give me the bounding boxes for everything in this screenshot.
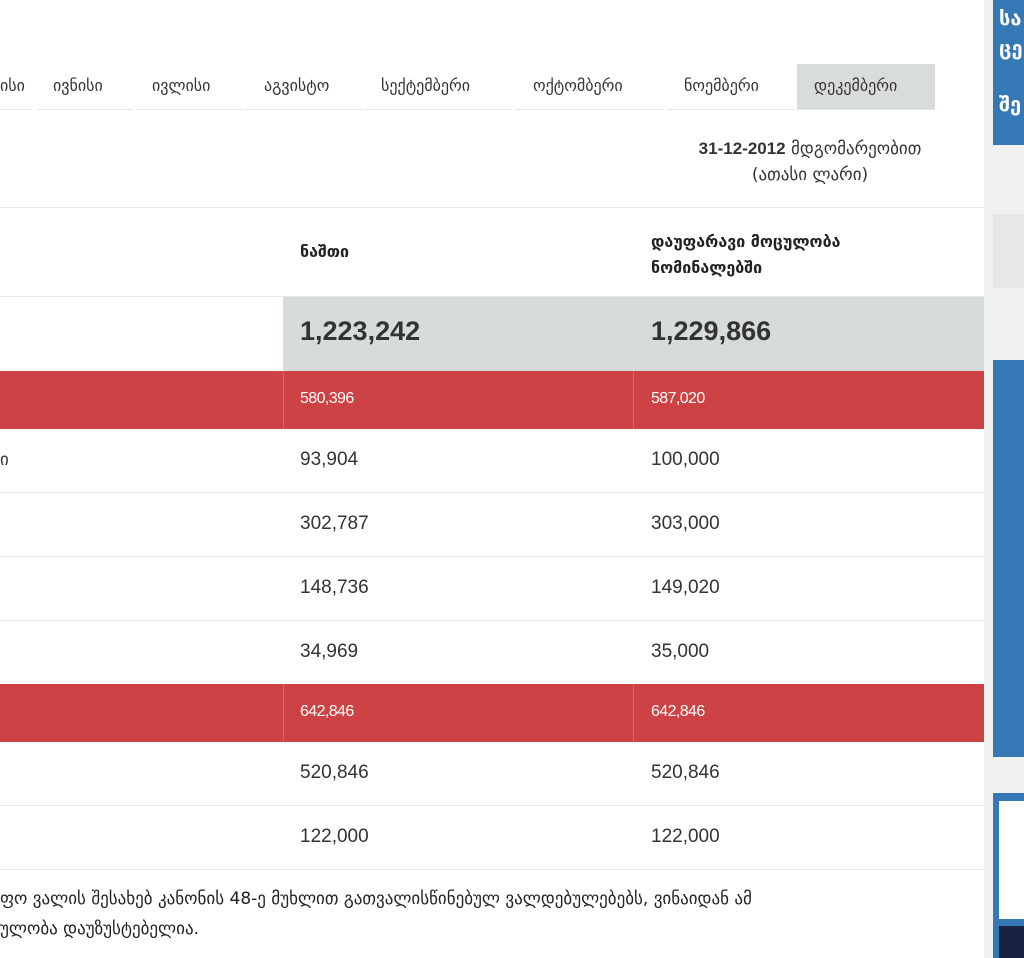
- cell-nominal: 35,000: [651, 641, 710, 662]
- report-date-value: 31-12-2012: [698, 139, 786, 158]
- cell-nominal: 587,020: [651, 390, 705, 407]
- report-date: [640, 136, 980, 188]
- cell-nominal: 100,000: [651, 449, 720, 470]
- table-row: [0, 429, 984, 493]
- tab-may[interactable]: ისი: [0, 64, 32, 110]
- cell-debt: 580,396: [300, 390, 354, 407]
- sidebar-banner[interactable]: სა ცე შე: [993, 0, 1024, 145]
- tab-july[interactable]: ივლისი: [136, 64, 243, 110]
- sidebar-widget[interactable]: [993, 214, 1024, 288]
- column-header-nominal: დაუფარავი მოცულობა ნომინალებში: [651, 232, 841, 277]
- cell-debt: 148,736: [300, 577, 369, 598]
- cell-nominal: 149,020: [651, 577, 720, 598]
- sidebar-panel[interactable]: [993, 360, 1024, 757]
- tab-august[interactable]: აგვისტო: [246, 64, 362, 110]
- tab-december[interactable]: დეკემბერი: [797, 64, 935, 110]
- cell-debt: 302,787: [300, 513, 369, 534]
- table-row: [0, 371, 984, 429]
- table-row: [0, 557, 984, 621]
- tab-november[interactable]: ნოემბერი: [667, 64, 794, 110]
- tab-october[interactable]: ოქტომბერი: [515, 64, 663, 110]
- total-nominal: 1,229,866: [651, 316, 772, 346]
- footnote: ფო ვალის შესახებ კანონის 48-ე მუხლით გათვალისწინებულ ვალდებულებებს, ვინაიდან ამ ულობა დაუზუსტებელია.: [0, 889, 752, 939]
- cell-nominal: 642,846: [651, 703, 705, 720]
- report-date-suffix: მდგომარეობით: [791, 139, 922, 159]
- cell-nominal: 122,000: [651, 826, 720, 847]
- table-row: [0, 621, 984, 685]
- cell-debt: 520,846: [300, 762, 369, 783]
- table-row: [0, 684, 984, 742]
- row-label: ი: [0, 450, 9, 470]
- report-unit: (ათასი ლარი): [751, 165, 869, 185]
- tab-june[interactable]: ივნისი: [37, 64, 133, 110]
- cell-debt: 34,969: [300, 641, 359, 662]
- cell-debt: 122,000: [300, 826, 369, 847]
- column-header-debt: ნაშთი: [300, 242, 350, 261]
- sidebar-banner-box[interactable]: [993, 793, 1024, 958]
- divider: [0, 207, 984, 208]
- table-row: [0, 493, 984, 557]
- cell-nominal: 520,846: [651, 762, 720, 783]
- cell-nominal: 303,000: [651, 513, 720, 534]
- cell-debt: 642,846: [300, 703, 354, 720]
- total-debt: 1,223,242: [300, 316, 421, 346]
- table-row: [0, 742, 984, 806]
- table-row: [0, 806, 984, 870]
- cell-debt: 93,904: [300, 449, 359, 470]
- tab-september[interactable]: სექტემბერი: [365, 64, 511, 110]
